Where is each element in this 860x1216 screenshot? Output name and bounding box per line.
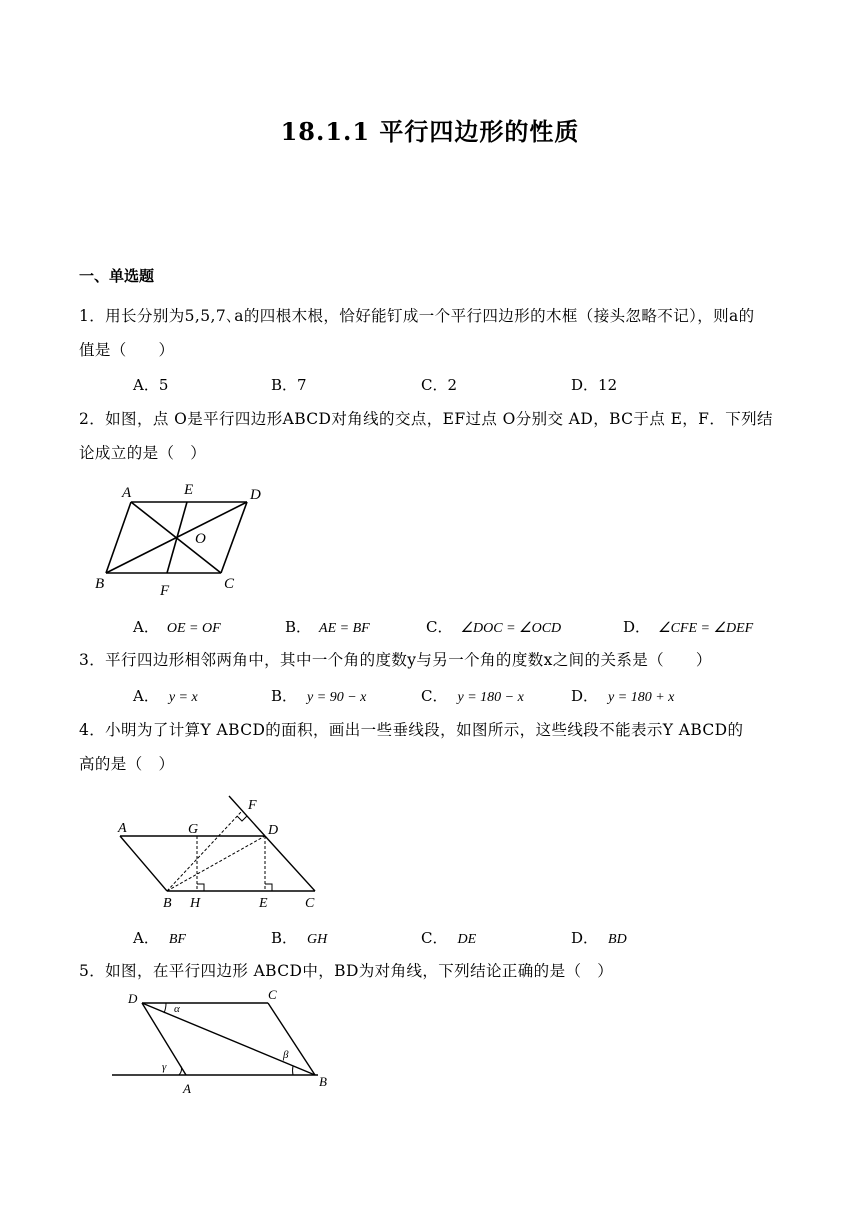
q2-option-c-letter: C． [426,618,453,636]
q2-label-o: O [195,531,206,547]
q1-option-d[interactable]: D．12 [571,376,618,394]
q2-label-b: B [95,576,105,592]
q4-label-a: A [118,821,127,836]
q5-label-alpha: α [174,1003,180,1015]
q4-label-e: E [259,896,268,911]
q4-label-g: G [188,822,199,837]
q4-option-a[interactable] [133,927,186,948]
q1-option-a[interactable]: A．5 [133,376,169,394]
q5-label-d: D [128,991,138,1006]
page-title: 18.1.1 平行四边形的性质 [280,117,580,146]
q3-option-a-letter: A． [133,687,159,705]
q3-option-c-expr: y = 180 − x [457,690,524,705]
q2-option-c[interactable] [426,616,561,637]
q4-option-b[interactable] [271,927,327,948]
q2-label-a: A [122,485,132,501]
q3-option-d-letter: D． [571,687,599,705]
q2-option-b-expr: AE = BF [319,621,370,636]
q4-label-f: F [248,798,257,813]
q3-option-b[interactable] [271,685,366,706]
q3-text-line1: 3．平行四边形相邻两角中，其中一个角的度数y与另一个角的度数x之间的关系是（ ） [79,651,712,669]
q2-option-d-expr: ∠CFE = ∠DEF [658,621,754,636]
q2-option-b-letter: B． [285,618,312,636]
q4-option-b-expr: GH [307,932,328,947]
q2-option-a[interactable] [133,616,221,637]
q4-option-a-expr: BF [168,932,186,947]
q3-option-a[interactable] [133,685,198,706]
q3-option-c-letter: C． [421,687,448,705]
q3-option-b-letter: B． [271,687,298,705]
q5-label-c: C [268,987,277,1002]
q4-option-c-letter: C． [421,929,448,947]
q1-text-line2: 值是（ ） [79,341,175,359]
q4-option-d-expr: BD [608,932,627,947]
q5-label-a: A [183,1081,191,1096]
q2-text-line2: 论成立的是（ ） [79,444,207,462]
q2-label-c: C [224,576,235,592]
q2-label-f: F [160,583,170,599]
q4-figure-parallelogram [108,790,333,915]
q1-option-b[interactable]: B．7 [271,376,307,394]
q1-option-c[interactable]: C．2 [421,376,458,394]
q4-option-c[interactable] [421,927,476,948]
q5-figure-parallelogram [108,986,338,1098]
q2-option-d[interactable] [623,616,753,637]
q2-text-line1: 2．如图，点 O是平行四边形ABCD对角线的交点，EF过点 O分别交 AD，BC于点 E，F．下列结 [79,410,773,428]
q4-text-line2: 高的是（ ） [79,755,175,773]
q5-text-line1: 5．如图，在平行四边形 ABCD中，BD为对角线，下列结论正确的是（ ） [79,962,614,980]
q2-label-d: D [250,487,261,503]
q3-option-a-expr: y = x [168,690,198,705]
q2-label-e: E [184,482,194,498]
q4-option-d[interactable] [571,927,627,948]
q5-label-gamma: γ [162,1061,167,1073]
q4-label-c: C [305,896,315,911]
q3-option-d[interactable] [571,685,674,706]
q2-option-c-expr: ∠DOC = ∠OCD [460,621,562,636]
q3-option-d-expr: y = 180 + x [608,690,675,705]
q5-label-b: B [319,1074,327,1089]
section-heading: 一、单选题 [79,267,155,285]
q2-option-a-expr: OE = OF [166,621,221,636]
q2-option-d-letter: D． [623,618,651,636]
q2-option-b[interactable] [285,616,370,637]
q4-label-h: H [190,896,201,911]
q4-option-d-letter: D． [571,929,599,947]
q4-label-b: B [163,896,172,911]
q4-option-b-letter: B． [271,929,298,947]
q4-option-a-letter: A． [133,929,159,947]
q2-figure-parallelogram [90,478,280,603]
q5-label-beta: β [283,1049,289,1061]
q4-label-d: D [268,823,279,838]
q3-option-c[interactable] [421,685,524,706]
q1-text-line1: 1．用长分别为5,5,7､a的四根木根，恰好能钉成一个平行四边形的木框（接头忽略不记），则a的 [79,307,755,325]
q3-option-b-expr: y = 90 − x [307,690,367,705]
q4-text-line1: 4．小明为了计算Y ABCD的面积，画出一些垂线段，如图所示，这些线段不能表示Y ABCD的 [79,721,744,739]
q4-option-c-expr: DE [457,932,477,947]
q2-option-a-letter: A． [133,618,159,636]
